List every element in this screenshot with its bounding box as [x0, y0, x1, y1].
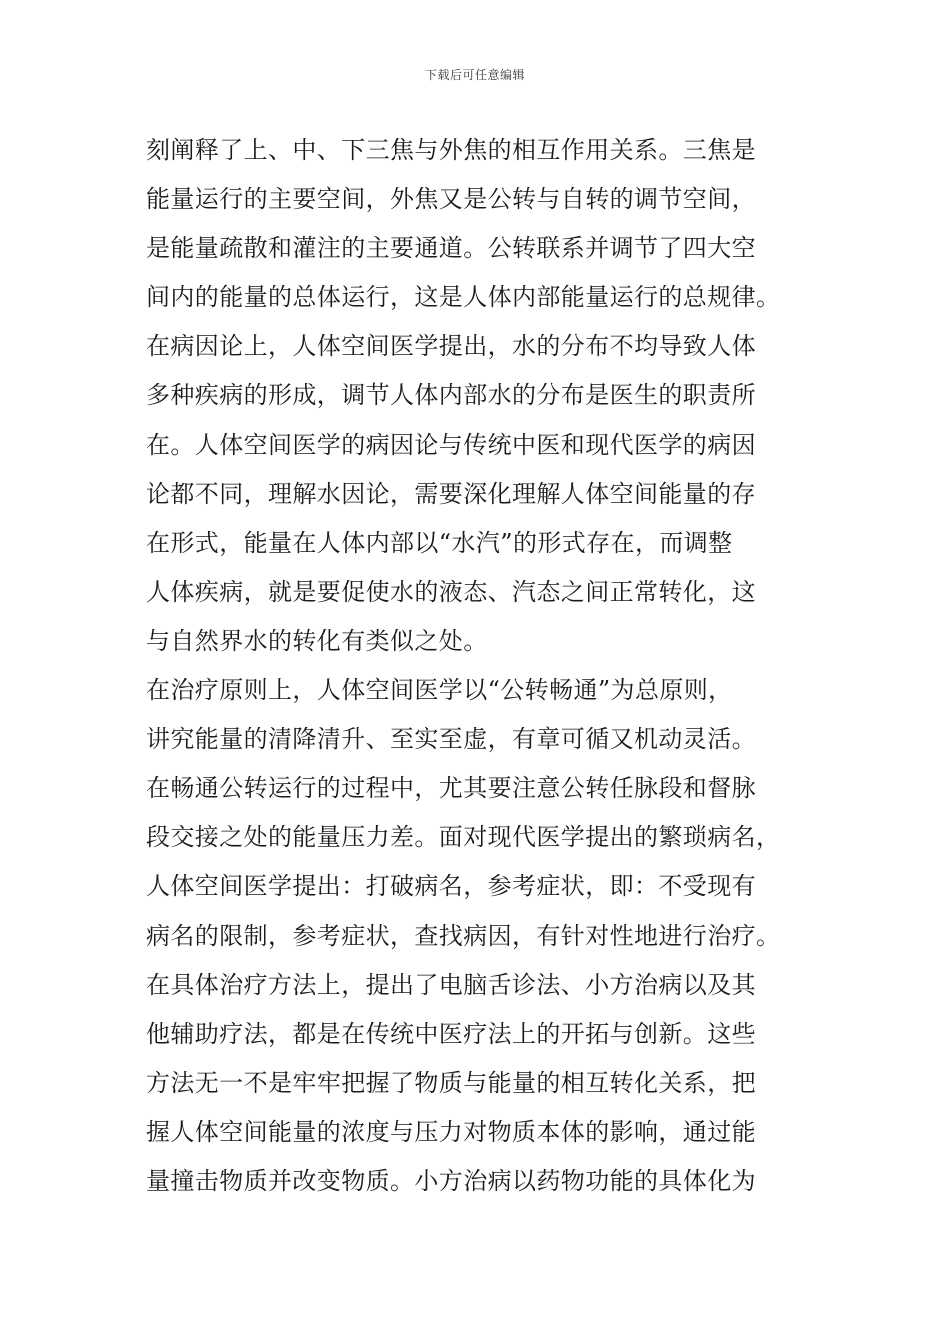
text-line: 段交接之处的能量压力差。面对现代医学提出的繁琐病名， [146, 823, 781, 852]
text-line: 多种疾病的形成，调节人体内部水的分布是医生的职责所 [146, 381, 756, 410]
text-line: 在畅通公转运行的过程中，尤其要注意公转任脉段和督脉 [146, 774, 756, 803]
text-line: 与自然界水的转化有类似之处。 [146, 626, 488, 655]
text-line: 方法无一不是牢牢把握了物质与能量的相互转化关系，把 [146, 1068, 756, 1097]
text-line: 是能量疏散和灌注的主要通道。公转联系并调节了四大空 [146, 234, 756, 263]
text-line: 间内的能量的总体运行，这是人体内部能量运行的总规律。 [146, 283, 781, 312]
text-line: 人体疾病，就是要促使水的液态、汽态之间正常转化，这 [146, 577, 756, 606]
text-line: 人体空间医学提出：打破病名，参考症状，即：不受现有 [146, 872, 756, 901]
text-line: 能量运行的主要空间，外焦又是公转与自转的调节空间， [146, 185, 756, 214]
text-line: 他辅助疗法，都是在传统中医疗法上的开拓与创新。这些 [146, 1019, 756, 1048]
text-line: 握人体空间能量的浓度与压力对物质本体的影响，通过能 [146, 1117, 756, 1146]
text-line: 在。人体空间医学的病因论与传统中医和现代医学的病因 [146, 430, 756, 459]
text-line: 讲究能量的清降清升、至实至虚，有章可循又机动灵活。 [146, 725, 756, 754]
text-line: 在治疗原则上，人体空间医学以“公转畅通”为总原则， [146, 676, 733, 705]
text-line: 在具体治疗方法上，提出了电脑舌诊法、小方治病以及其 [146, 970, 756, 999]
text-line: 在病因论上，人体空间医学提出，水的分布不均导致人体 [146, 332, 756, 361]
text-line: 病名的限制，参考症状，查找病因，有针对性地进行治疗。 [146, 921, 781, 950]
text-line: 在形式，能量在人体内部以“水汽”的形式存在，而调整 [146, 528, 733, 557]
text-line: 刻阐释了上、中、下三焦与外焦的相互作用关系。三焦是 [146, 136, 756, 164]
page-header: 下载后可任意编辑 [424, 68, 525, 82]
text-line: 论都不同，理解水因论，需要深化理解人体空间能量的存 [146, 479, 756, 508]
text-line: 量撞击物质并改变物质。小方治病以药物功能的具体化为 [146, 1166, 756, 1195]
body-text [146, 126, 806, 1206]
